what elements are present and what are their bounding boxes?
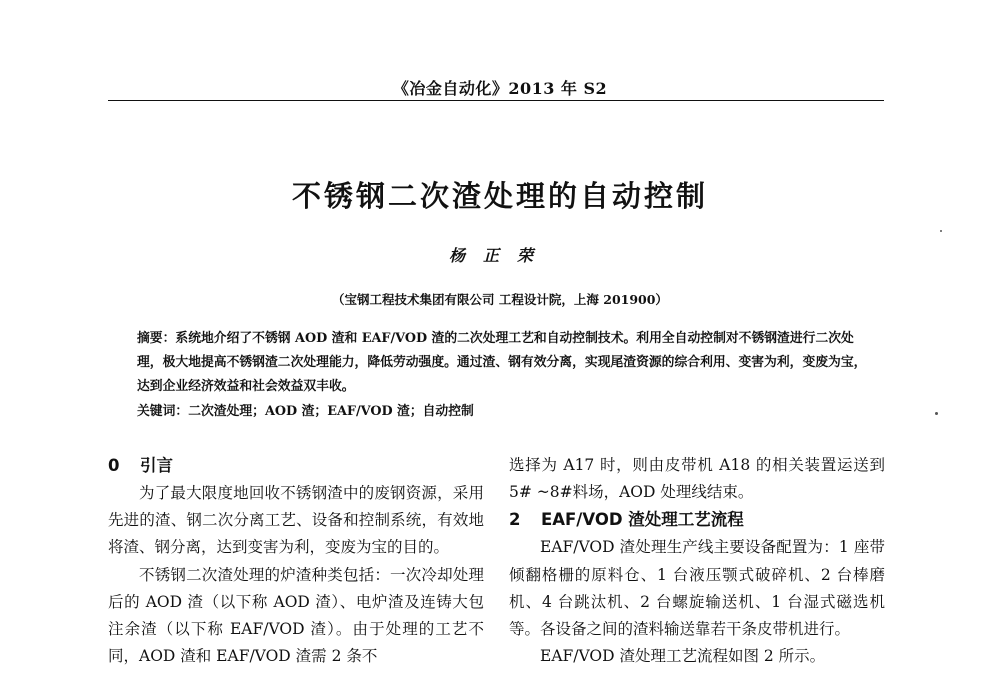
section-title: 引言 — [140, 456, 173, 475]
journal-header: 《冶金自动化》2013 年 S2 — [392, 79, 608, 98]
section-number: 0 — [108, 456, 120, 475]
section-title: EAF/VOD 渣处理工艺流程 — [541, 510, 744, 530]
abstract: 摘要：系统地介绍了不锈钢 AOD 渣和 EAF/VOD 渣的二次处理工艺和自动控制技术。利用全自动控制对不锈钢渣进行二次处理，极大地提高不锈钢渣二次处理能力，降低劳动强度。通过渣、钢有效分离，实现尾渣资源的综合利用、变害为利，变废为宝，达到企业经济效益和社会效益双丰收。 — [137, 331, 867, 394]
body-paragraph: 为了最大限度地回收不锈钢渣中的废钢资源，采用先进的渣、钢二次分离工艺、设备和控制系统，有效地将渣、钢分离，达到变害为利，变废为宝的目的。 — [108, 484, 484, 557]
section-heading-eaf-vod — [509, 506, 885, 534]
right-column — [509, 452, 885, 670]
keywords: 关键词：二次渣处理；AOD 渣；EAF/VOD 渣；自动控制 — [137, 404, 474, 419]
body-paragraph-continued: 选择为 A17 时，则由皮带机 A18 的相关装置运送到 5# ~8#料场，AOD 处理线结束。 — [509, 456, 885, 502]
section-number: 2 — [509, 510, 521, 530]
body-paragraph: EAF/VOD 渣处理工艺流程如图 2 所示。 — [540, 647, 826, 666]
header-rule — [108, 100, 884, 101]
body-paragraph: 不锈钢二次渣处理的炉渣种类包括：一次冷却处理后的 AOD 渣（以下称 AOD 渣）、电炉渣及连铸大包注余渣（以下称 EAF/VOD 渣）。由于处理的工艺不同，AOD 渣和 EAF/VOD 渣需 2 条不 — [108, 565, 484, 666]
left-column — [108, 452, 484, 670]
scan-speck — [940, 230, 942, 232]
body-paragraph: EAF/VOD 渣处理生产线主要设备配置为：1 座带倾翻格栅的原料仓、1 台液压颚式破碎机、2 台棒磨机、4 台跳汰机、2 台螺旋输送机、1 台湿式磁选机等。各设备之间的渣料输送靠若干条皮带机进行。 — [509, 538, 885, 639]
author-affiliation: （宝钢工程技术集团有限公司 工程设计院，上海 201900） — [332, 292, 668, 307]
author-name: 杨正荣 — [448, 246, 551, 265]
scan-speck — [935, 412, 938, 415]
article-title: 不锈钢二次渣处理的自动控制 — [291, 179, 708, 213]
section-heading-introduction — [108, 452, 484, 480]
